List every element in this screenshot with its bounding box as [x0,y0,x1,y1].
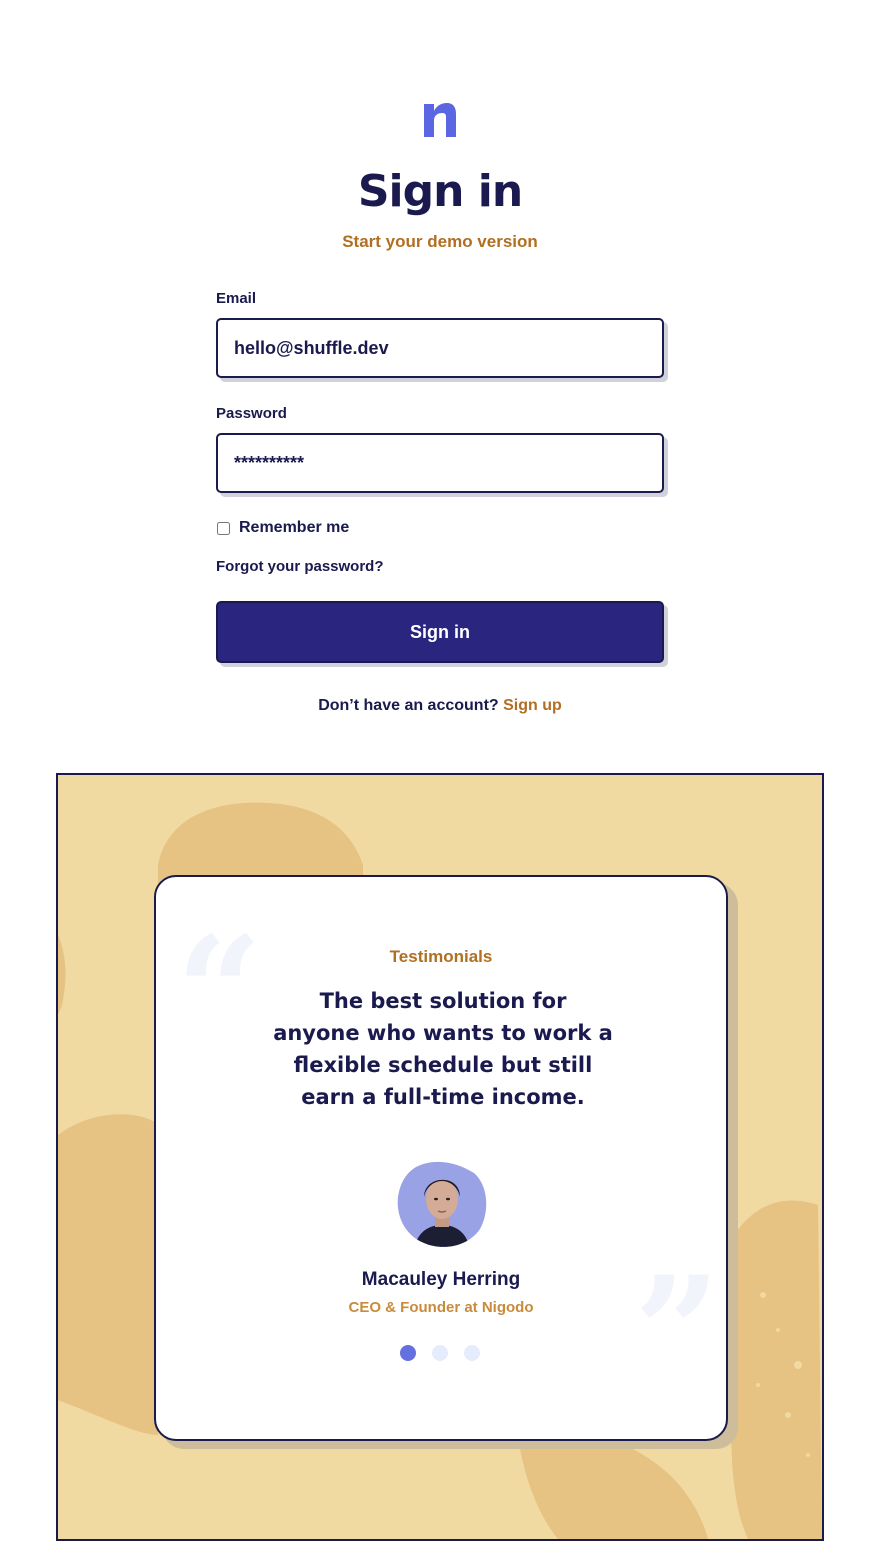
avatar [396,1159,488,1251]
page-subtitle: Start your demo version [342,232,538,251]
person-role: CEO & Founder at Nigodo [348,1299,534,1316]
signin-button-wrapper [216,601,664,663]
remember-me-checkbox[interactable] [217,522,230,535]
carousel-dot-2[interactable] [432,1345,448,1361]
email-field-wrapper [216,318,664,378]
logo-icon [422,102,458,138]
carousel-dot-3[interactable] [464,1345,480,1361]
testimonial-quote: The best solution for anyone who wants to work a flexible schedule but still earn a full-time income. [273,989,613,1109]
remember-me-label: Remember me [239,519,350,536]
quote-close-icon: ” [634,1244,721,1420]
person-name: Macauley Herring [361,1269,521,1290]
remember-me-row [216,518,666,538]
no-account-text: Don’t have an account? [318,697,499,714]
testimonial-panel [56,773,824,1541]
password-field-wrapper [216,433,664,493]
signup-prompt [0,697,880,715]
forgot-password-link[interactable]: Forgot your password? [216,558,384,575]
email-input[interactable] [216,318,664,378]
carousel-dot-1[interactable] [400,1345,416,1361]
signin-form [216,290,666,663]
email-label: Email [216,290,257,307]
password-input[interactable] [216,433,664,493]
carousel-dots [400,1345,480,1361]
password-label: Password [216,405,287,422]
signup-link[interactable]: Sign up [503,697,562,714]
testimonials-label: Testimonials [389,947,493,966]
quote-open-icon: “ [176,904,263,1080]
testimonial-card [154,875,728,1441]
page-title: Sign in [357,166,523,217]
signin-button[interactable]: Sign in [216,601,664,663]
